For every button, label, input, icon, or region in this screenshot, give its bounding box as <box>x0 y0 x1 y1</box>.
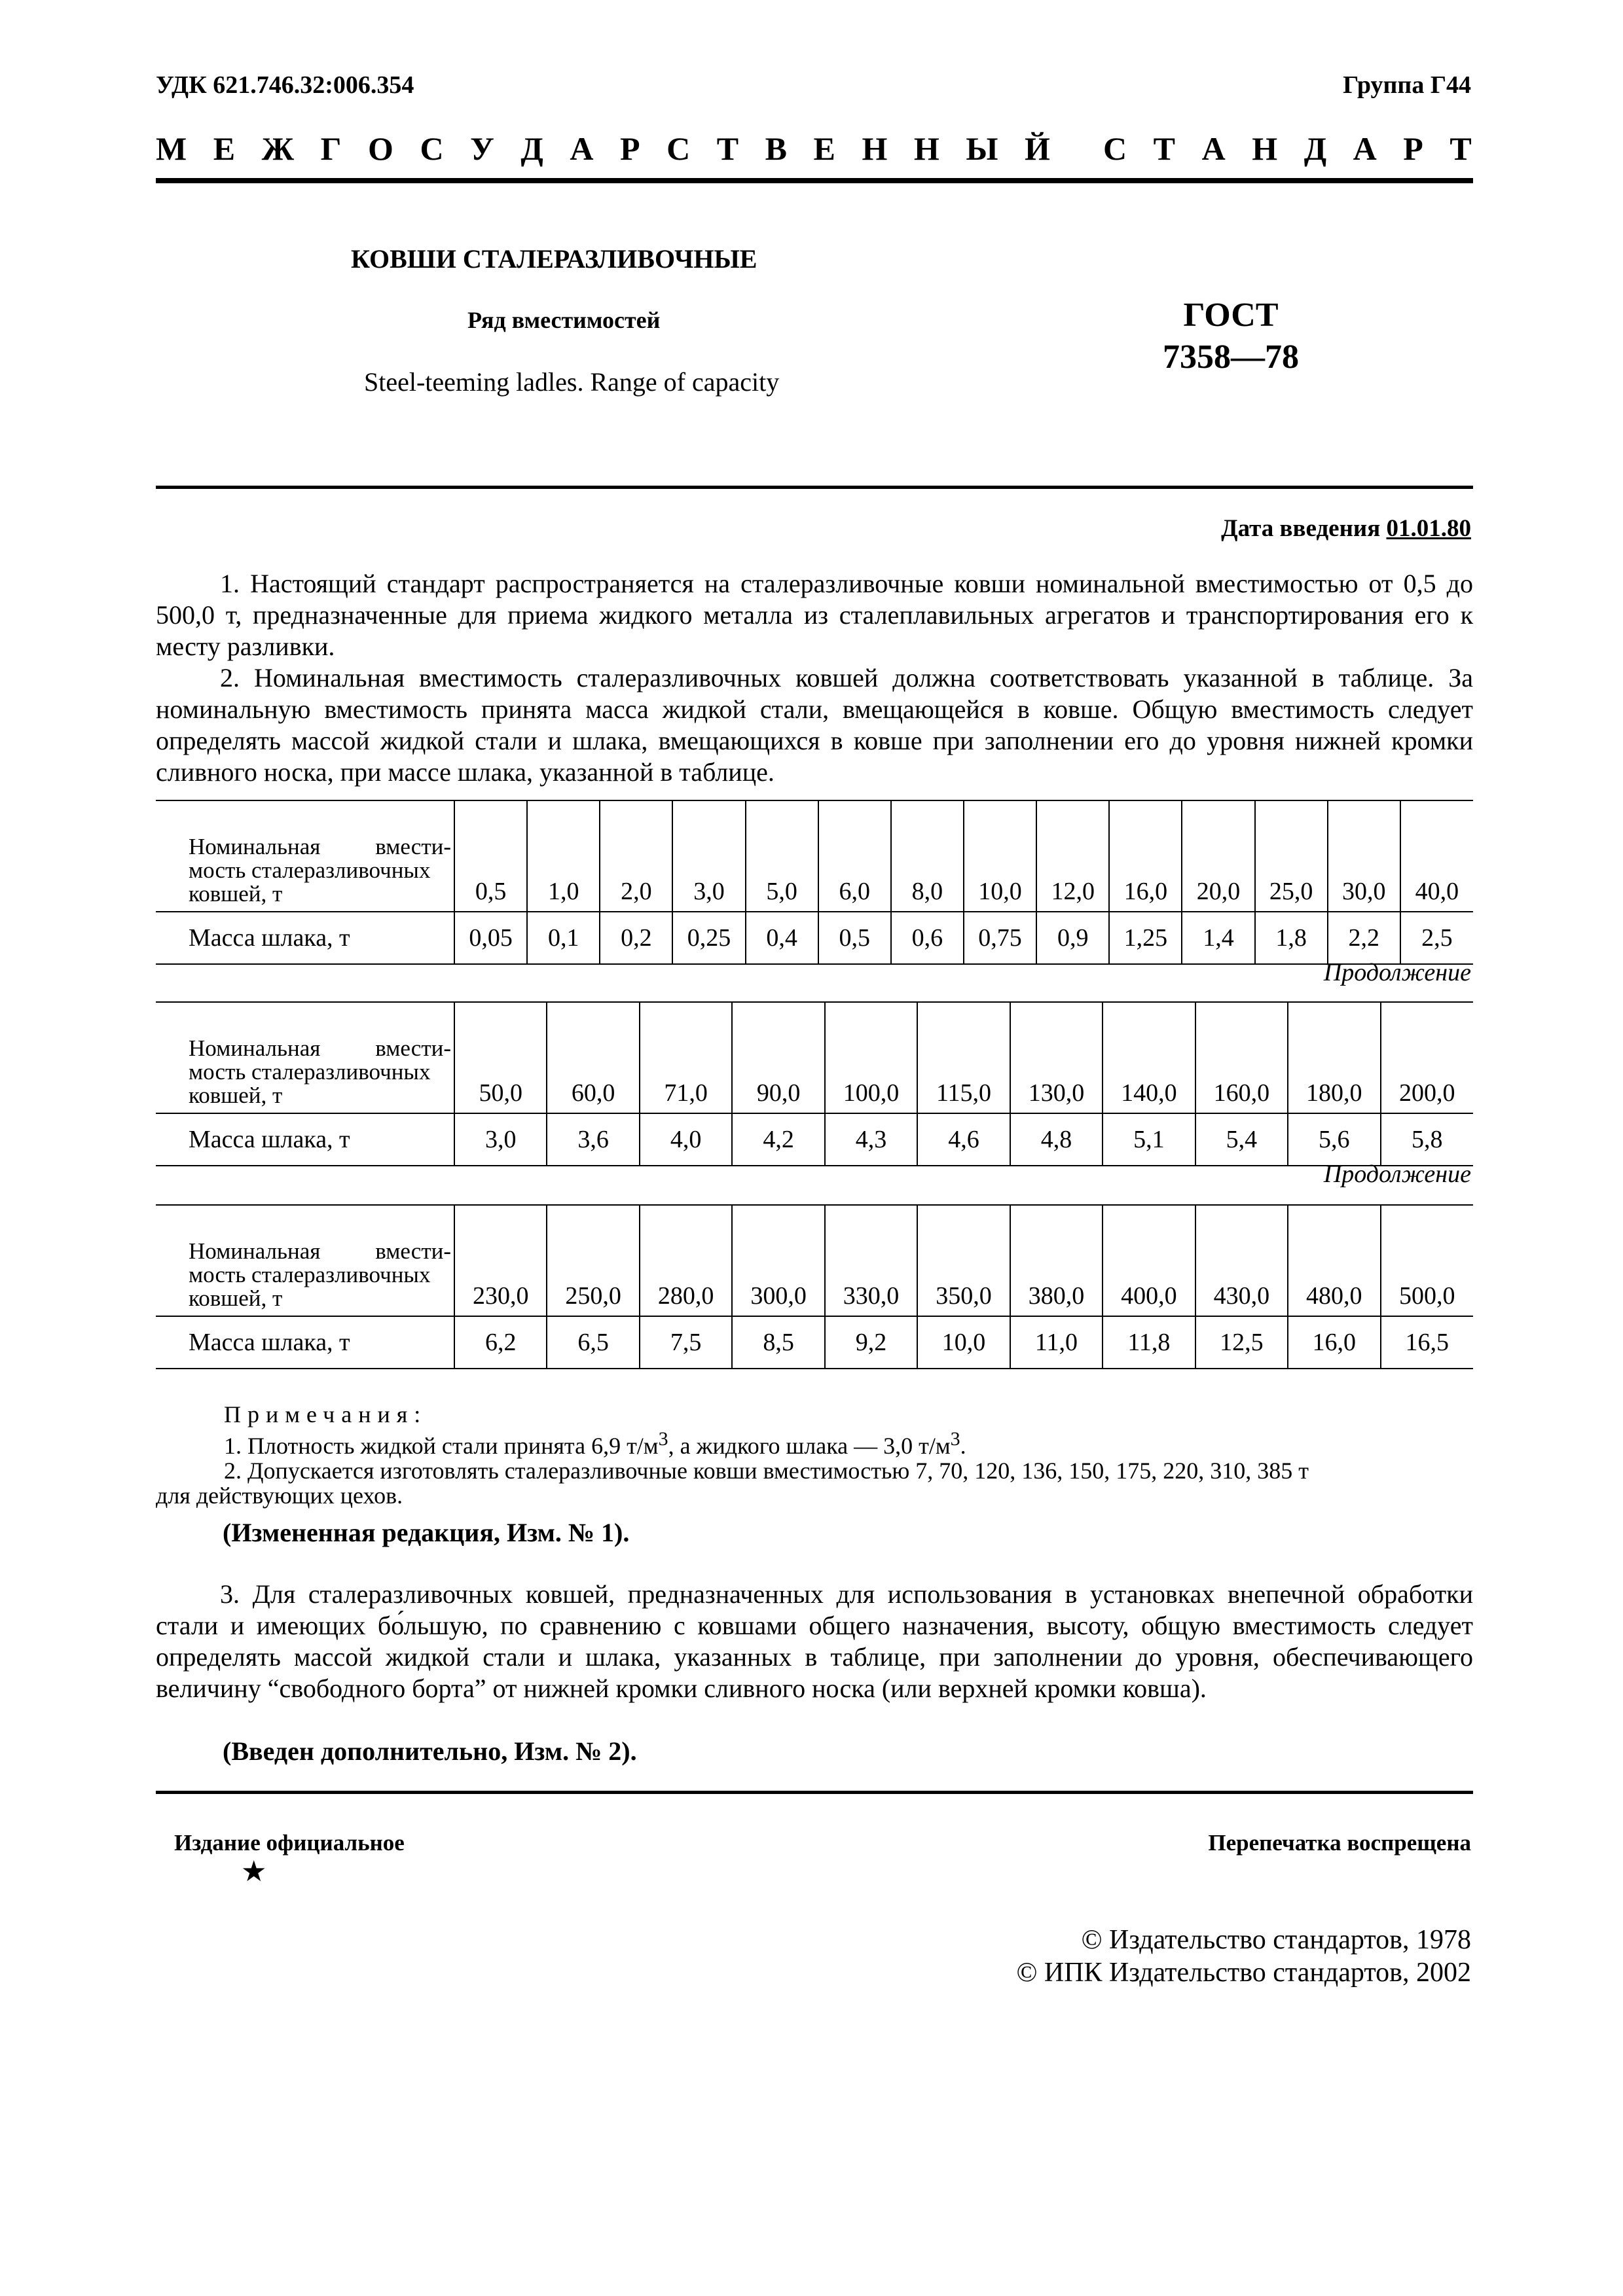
capacity-row <box>156 1205 1473 1316</box>
note-2: 2. Допускается изготовлять сталеразливочные ковши вместимостью 7, 70, 120, 136, 150, 175, 220, 310, 385 т <box>224 1458 1309 1484</box>
continuation-label: Продолжение <box>1323 959 1471 986</box>
heading-letter: С <box>420 130 444 167</box>
heading-letter: А <box>1353 130 1377 167</box>
capacity-cell: 380,0 <box>1010 1205 1103 1316</box>
heading-letter: Н <box>862 130 888 167</box>
star-icon: ★ <box>241 1856 267 1888</box>
slag-cell: 6,5 <box>547 1316 639 1369</box>
capacity-label-line2: мость сталеразливочных <box>189 1262 431 1287</box>
capacity-label-line1: Номинальная <box>189 834 321 859</box>
capacity-cell: 90,0 <box>732 1002 824 1113</box>
heading-letter: А <box>1201 130 1226 167</box>
slag-cell: 0,2 <box>600 912 672 964</box>
footer-rule <box>156 1791 1473 1794</box>
udk-code: УДК 621.746.32:006.354 <box>156 71 414 99</box>
heading-letter: Е <box>813 130 835 167</box>
capacity-cell: 100,0 <box>825 1002 917 1113</box>
capacity-label <box>156 1002 454 1113</box>
note-1: 1. Плотность жидкой стали принята 6,9 $т/м^3$, а жидкого шлака — 3,0 $т/м^3$. <box>224 1428 966 1459</box>
capacity-cell: 60,0 <box>547 1002 639 1113</box>
notes-heading: Примечания: <box>224 1401 428 1427</box>
slag-cell: 1,25 <box>1109 912 1182 964</box>
capacity-cell: 180,0 <box>1288 1002 1380 1113</box>
header-rule <box>156 178 1473 183</box>
slag-cell: 0,05 <box>454 912 527 964</box>
capacity-cell: 130,0 <box>1010 1002 1103 1113</box>
edition-label: Издание официальное <box>174 1830 405 1856</box>
heading-letter: Н <box>1252 130 1278 167</box>
capacity-cell: 10,0 <box>964 800 1036 912</box>
capacity-cell: 400,0 <box>1103 1205 1195 1316</box>
document-subtitle: Ряд вместимостей <box>467 307 661 333</box>
slag-cell: 1,4 <box>1182 912 1254 964</box>
group-code: Группа Г44 <box>1343 71 1471 99</box>
slag-cell: 5,6 <box>1288 1113 1380 1166</box>
capacity-cell: 330,0 <box>825 1205 917 1316</box>
document-title: КОВШИ СТАЛЕРАЗЛИВОЧНЫЕ <box>351 244 757 274</box>
capacity-table-part-2 <box>156 1001 1473 1166</box>
capacity-row <box>156 800 1473 912</box>
slag-cell: 0,1 <box>527 912 600 964</box>
intro-date-value: 01.01.80 <box>1386 515 1471 542</box>
paragraph-2: 2. Номинальная вместимость сталеразливочных ковшей должна соответствовать указанной в таблице. За номинальную вместимость принята масса жидкой стали, вмещающейся в ковше. Общую вместимость следует определять массой жидкой стали и шлака, вмещающихся в ковше при заполнении его до уровня нижней кромки сливного носка, при массе шлака, указанной в таблице. <box>156 663 1473 787</box>
capacity-label <box>156 800 454 912</box>
slag-cell: 0,75 <box>964 912 1036 964</box>
amendment-1: (Измененная редакция, Изм. № 1). <box>223 1518 630 1547</box>
continuation-label: Продолжение <box>1323 1160 1471 1188</box>
slag-cell: 9,2 <box>825 1316 917 1369</box>
paragraph-3: 3. Для сталеразливочных ковшей, предназначенных для использования в установках внепечной обработки стали и имеющих бо́льшую, по сравнению с ковшами общего назначения, высоту, общую вместимость следует определять массой жидкой стали и шлака, указанных в таблице, при заполнении до уровня, обеспечивающего величину “свободного борта” от нижней кромки сливного носка (или верхней кромки ковша). <box>156 1579 1473 1703</box>
capacity-cell: 115,0 <box>917 1002 1010 1113</box>
heading-letter: Т <box>716 130 739 167</box>
slag-label-text: Масса шлака, т <box>189 1329 350 1356</box>
capacity-label-line3: ковшей, т <box>189 1083 283 1108</box>
capacity-cell: 1,0 <box>527 800 600 912</box>
intro-date <box>1221 514 1471 543</box>
slag-label-text: Масса шлака, т <box>189 1126 350 1153</box>
slag-cell: 8,5 <box>732 1316 824 1369</box>
gost-label: ГОСТ <box>1183 296 1279 334</box>
capacity-label-line3: ковшей, т <box>189 1285 283 1311</box>
capacity-cell: 300,0 <box>732 1205 824 1316</box>
capacity-label-line1b: вмести- <box>375 1035 451 1061</box>
capacity-cell: 480,0 <box>1288 1205 1380 1316</box>
heading-letter: У <box>470 130 494 167</box>
capacity-label-line2: мость сталеразливочных <box>189 1059 431 1085</box>
capacity-label-line1: Номинальная <box>189 1035 321 1061</box>
capacity-cell: 230,0 <box>454 1205 547 1316</box>
intro-date-label: Дата введения <box>1221 515 1381 542</box>
heading-letter: Н <box>913 130 939 167</box>
capacity-cell: 71,0 <box>640 1002 732 1113</box>
capacity-label-line1: Номинальная <box>189 1238 321 1264</box>
capacity-row <box>156 1002 1473 1113</box>
slag-cell: 4,8 <box>1010 1113 1103 1166</box>
heading-letter: О <box>368 130 393 167</box>
copyright-2002: © ИПК Издательство стандартов, 2002 <box>1016 1958 1471 1988</box>
slag-row <box>156 912 1473 964</box>
capacity-cell: 280,0 <box>640 1205 732 1316</box>
slag-label <box>156 912 454 964</box>
gost-number <box>1133 295 1329 378</box>
slag-cell: 11,8 <box>1103 1316 1195 1369</box>
heading-letter: Д <box>1304 130 1327 167</box>
reprint-notice: Перепечатка воспрещена <box>1208 1830 1471 1856</box>
slag-cell: 10,0 <box>917 1316 1010 1369</box>
heading-letter: Г <box>320 130 342 167</box>
heading-letter: Ы <box>966 130 998 167</box>
capacity-label-line2: мость сталеразливочных <box>189 857 431 883</box>
note-2-continued: для действующих цехов. <box>156 1482 403 1509</box>
slag-cell: 4,3 <box>825 1113 917 1166</box>
heading-letter: Й <box>1025 130 1050 167</box>
slag-row <box>156 1316 1473 1369</box>
slag-cell: 2,5 <box>1400 912 1473 964</box>
slag-cell: 2,2 <box>1328 912 1400 964</box>
slag-cell: 4,0 <box>640 1113 732 1166</box>
capacity-table-part-1 <box>156 800 1473 965</box>
heading-letter: С <box>1103 130 1127 167</box>
heading-letter: Р <box>1403 130 1423 167</box>
capacity-cell: 200,0 <box>1381 1002 1473 1113</box>
slag-row <box>156 1113 1473 1166</box>
slag-cell: 11,0 <box>1010 1316 1103 1369</box>
heading-letter: Р <box>619 130 640 167</box>
heading-letter: А <box>570 130 594 167</box>
heading-letter: Е <box>213 130 236 167</box>
heading-letter: Т <box>1153 130 1176 167</box>
capacity-cell: 25,0 <box>1255 800 1328 912</box>
slag-cell: 5,8 <box>1381 1113 1473 1166</box>
heading-letter: С <box>666 130 691 167</box>
slag-cell: 1,8 <box>1255 912 1328 964</box>
notes <box>156 1402 1473 1508</box>
capacity-cell: 30,0 <box>1328 800 1400 912</box>
capacity-cell: 250,0 <box>547 1205 639 1316</box>
slag-cell: 4,6 <box>917 1113 1010 1166</box>
slag-cell: 0,9 <box>1036 912 1109 964</box>
slag-cell: 4,2 <box>732 1113 824 1166</box>
gost-code: 7358—78 <box>1163 338 1299 376</box>
capacity-cell: 16,0 <box>1109 800 1182 912</box>
capacity-cell: 20,0 <box>1182 800 1254 912</box>
capacity-cell: 3,0 <box>672 800 745 912</box>
slag-cell: 6,2 <box>454 1316 547 1369</box>
paragraph-1: 1. Настоящий стандарт распространяется на сталеразливочные ковши номинальной вместимостью от 0,5 до 500,0 т, предназначенные для приема жидкого металла из сталеплавильных агрегатов и транспортирования его к месту разливки. <box>156 569 1473 661</box>
heading-letter: В <box>765 130 787 167</box>
capacity-cell: 40,0 <box>1400 800 1473 912</box>
interstate-standard-heading <box>156 130 1472 168</box>
english-title: Steel-teeming ladles. Range of capacity <box>364 367 780 397</box>
capacity-cell: 430,0 <box>1195 1205 1288 1316</box>
capacity-label <box>156 1205 454 1316</box>
capacity-cell: 12,0 <box>1036 800 1109 912</box>
capacity-cell: 6,0 <box>818 800 891 912</box>
slag-cell: 0,25 <box>672 912 745 964</box>
slag-label-text: Масса шлака, т <box>189 924 350 952</box>
capacity-cell: 350,0 <box>917 1205 1010 1316</box>
capacity-cell: 2,0 <box>600 800 672 912</box>
slag-cell: 12,5 <box>1195 1316 1288 1369</box>
slag-cell: 3,0 <box>454 1113 547 1166</box>
capacity-cell: 140,0 <box>1103 1002 1195 1113</box>
slag-cell: 16,5 <box>1381 1316 1473 1369</box>
capacity-cell: 500,0 <box>1381 1205 1473 1316</box>
slag-cell: 7,5 <box>640 1316 732 1369</box>
amendment-2: (Введен дополнительно, Изм. № 2). <box>223 1736 637 1766</box>
capacity-cell: 50,0 <box>454 1002 547 1113</box>
copyright-1978: © Издательство стандартов, 1978 <box>1081 1925 1471 1955</box>
capacity-label-line3: ковшей, т <box>189 881 283 906</box>
heading-letter: Д <box>520 130 543 167</box>
capacity-table-part-3 <box>156 1204 1473 1369</box>
slag-cell: 0,5 <box>818 912 891 964</box>
title-rule <box>156 486 1473 489</box>
slag-cell: 5,4 <box>1195 1113 1288 1166</box>
slag-label <box>156 1316 454 1369</box>
capacity-cell: 160,0 <box>1195 1002 1288 1113</box>
capacity-label-line1b: вмести- <box>375 834 451 859</box>
slag-cell: 3,6 <box>547 1113 639 1166</box>
capacity-cell: 8,0 <box>891 800 964 912</box>
slag-cell: 16,0 <box>1288 1316 1380 1369</box>
slag-cell: 0,6 <box>891 912 964 964</box>
heading-letter: Ж <box>261 130 295 167</box>
slag-cell: 0,4 <box>746 912 818 964</box>
capacity-cell: 5,0 <box>746 800 818 912</box>
slag-label <box>156 1113 454 1166</box>
capacity-cell: 0,5 <box>454 800 527 912</box>
slag-cell: 5,1 <box>1103 1113 1195 1166</box>
heading-letter: М <box>156 130 187 167</box>
heading-letter: Т <box>1450 130 1472 167</box>
capacity-label-line1b: вмести- <box>375 1238 451 1264</box>
